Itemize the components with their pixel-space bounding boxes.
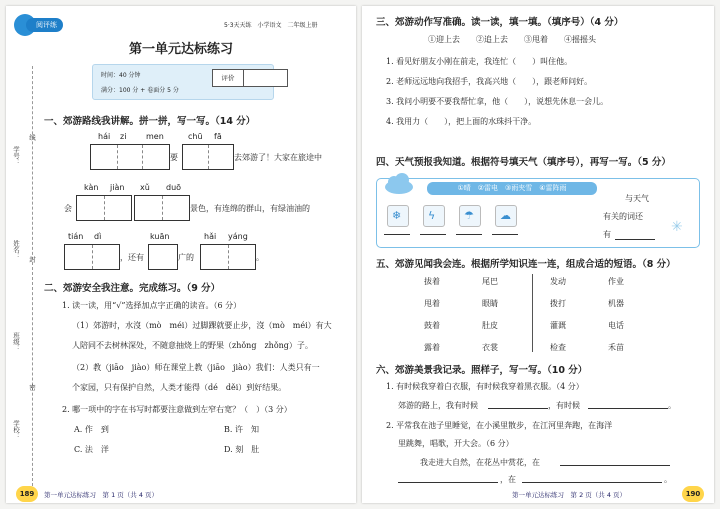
text: 要 xyxy=(170,153,178,162)
question-6-1: 1. 有时候我穿着白衣服，有时候我穿着黑衣服。（4 分） xyxy=(386,382,584,391)
section-6-heading: 六、郊游美景我记录。照样子，写一写。（10 分） xyxy=(376,365,588,376)
answer-line[interactable] xyxy=(456,234,482,235)
binding-line xyxy=(32,66,33,486)
binding-xuexiao: 学校： xyxy=(12,420,20,440)
match-word[interactable]: 发动 xyxy=(550,277,566,286)
answer-line[interactable] xyxy=(522,482,662,483)
snow-icon: ❄ xyxy=(387,205,409,227)
text: 广的 xyxy=(178,253,194,262)
section-1-heading: 一、郊游路线我讲解。拼一拼，写一写。（14 分） xyxy=(44,116,256,127)
section-2-heading: 二、郊游安全我注意。完成练习。（9 分） xyxy=(44,283,221,294)
question-text: ，有时候 xyxy=(548,401,580,410)
logo-text: 阅评练 xyxy=(26,18,63,32)
page-footer: 第一单元达标练习 第 1 页（共 4 页） xyxy=(44,491,159,499)
match-word[interactable]: 检查 xyxy=(550,343,566,352)
option-a[interactable]: A. 作 到 xyxy=(74,425,109,434)
binding-banji: 班级： xyxy=(12,332,20,352)
section-4-heading: 四、天气预报我知道。根据符号填天气（填序号），再写一写。（5 分） xyxy=(376,157,671,168)
score-box xyxy=(212,69,288,87)
answer-box[interactable] xyxy=(90,144,170,170)
match-word[interactable]: 眼睛 xyxy=(482,299,498,308)
weather-side-text: 有 xyxy=(603,230,611,239)
option-b[interactable]: B. 许 知 xyxy=(224,425,259,434)
page-number: 190 xyxy=(682,486,704,502)
match-word[interactable]: 甩着 xyxy=(424,299,440,308)
cloud-icon xyxy=(383,173,415,195)
answer-line[interactable] xyxy=(420,234,446,235)
weather-legend: ①晴 ②雷电 ③雨夹雪 ④雷阵雨 xyxy=(427,182,597,195)
snowflake-icon: ✳ xyxy=(671,219,683,235)
match-word[interactable]: 拨打 xyxy=(550,299,566,308)
question-text: 人陪同不去树林深处，不随意抽烧上的野果（zhǒng zhǒng）子。 xyxy=(72,341,313,350)
question-text: 郊游的路上，我有时候 xyxy=(398,401,478,410)
question-text: （1）郊游时，水沒（mò méi）过脚踝就要止步，沒（mò méi）有大 xyxy=(72,321,332,330)
text: 。 xyxy=(256,253,264,262)
thunder-icon: ϟ xyxy=(423,205,445,227)
answer-box[interactable] xyxy=(148,244,178,270)
rain-snow-icon: ☂ xyxy=(459,205,481,227)
match-word[interactable]: 作业 xyxy=(608,277,624,286)
question-2-2: 2. 哪一项中的字在书写时都要注意做到左窄右宽？（ ）（3 分） xyxy=(62,405,292,414)
pinyin: fā xyxy=(214,132,222,141)
question-6-2: 2. 平常我在池子里睡觉，在小溪里散步，在江河里奔跑，在海洋 xyxy=(386,421,613,430)
question-3-4: 4. 我用力（ ），把上面的水珠抖干净。 xyxy=(386,117,537,126)
match-word[interactable]: 尾巴 xyxy=(482,277,498,286)
left-page xyxy=(6,6,356,503)
match-word[interactable]: 灌溉 xyxy=(550,321,566,330)
match-word[interactable]: 露着 xyxy=(424,343,440,352)
page-footer: 第一单元达标练习 第 2 页（共 4 页） xyxy=(512,491,627,499)
column-divider xyxy=(532,274,533,352)
binding-xingming: 姓名： xyxy=(12,240,20,260)
pinyin: duō xyxy=(166,183,182,192)
storm-icon: ☁ xyxy=(495,205,517,227)
pinyin: kàn xyxy=(84,183,99,192)
question-text: 。 xyxy=(664,475,672,484)
question-3-1: 1. 看见好朋友小刚在前走，我连忙（ ）叫住他。 xyxy=(386,57,573,66)
question-text: 。 xyxy=(668,401,676,410)
pinyin: kuān xyxy=(150,232,170,241)
pinyin: dì xyxy=(94,232,102,241)
time-text: 时间：40 分钟 xyxy=(101,72,141,79)
answer-line[interactable] xyxy=(560,465,670,466)
answer-box[interactable] xyxy=(64,244,120,270)
option-d[interactable]: D. 刻 肚 xyxy=(224,445,260,454)
score-label: 评价 xyxy=(213,70,244,86)
question-text: 里跳舞，唱歌，开大会。（6 分） xyxy=(398,439,514,448)
pinyin: jiàn xyxy=(110,183,125,192)
answer-box[interactable] xyxy=(76,195,132,221)
binding-feng: 封 xyxy=(28,256,36,263)
question-3-3: 3. 我问小明要不要我帮忙拿，他（ ），说想先休息一会儿。 xyxy=(386,97,609,106)
section-3-heading: 三、郊游动作写准确。读一读，填一填。（填序号）（4 分） xyxy=(376,17,624,28)
answer-box[interactable] xyxy=(182,144,234,170)
match-word[interactable]: 拔着 xyxy=(424,277,440,286)
question-text: ，在 xyxy=(500,475,516,484)
text: 会 xyxy=(64,204,72,213)
answer-line[interactable] xyxy=(398,482,498,483)
answer-line[interactable] xyxy=(492,234,518,235)
question-text: 个家园，只有保护自然，人类才能得（dé děi）到好结果。 xyxy=(72,383,287,392)
question-2-1: 1. 读一读，用“√”选择加点字正确的读音。（6 分） xyxy=(62,301,242,310)
question-text: 我走进大自然，在花丛中赏花，在 xyxy=(420,458,540,467)
pinyin: xǔ xyxy=(140,183,150,192)
page-number: 189 xyxy=(16,486,38,502)
page-title: 第一单元达标练习 xyxy=(128,42,233,57)
question-3-2: 2. 老师远远地向我招手，我高兴地（ ），跟老师问好。 xyxy=(386,77,593,86)
section-5-heading: 五、郊游见闻我会连。根据所学知识连一连，组成合适的短语。（8 分） xyxy=(376,259,676,270)
weather-box xyxy=(376,178,700,248)
weather-side-text: 有关的词还 xyxy=(603,212,643,221)
binding-xuehao: 学号： xyxy=(12,146,20,166)
right-page xyxy=(362,6,714,503)
text: 景色，有连绵的群山，有绿油油的 xyxy=(190,204,310,213)
match-word[interactable]: 鼓着 xyxy=(424,321,440,330)
match-word[interactable]: 电话 xyxy=(608,321,624,330)
answer-line[interactable] xyxy=(488,408,548,409)
pinyin: tián xyxy=(68,232,84,241)
answer-box[interactable] xyxy=(200,244,256,270)
match-word[interactable]: 禾苗 xyxy=(608,343,624,352)
binding-xian: 线 xyxy=(28,134,36,141)
question-text: （2）教（jiāo jiào）师在课堂上教（jiāo jiào）我们：人类只有一 xyxy=(72,363,320,372)
text: 去郊游了！大家在旅途中 xyxy=(234,153,322,162)
page-header: 5·3天天练 小学语文 二年级上册 xyxy=(224,22,318,29)
binding-mi: 密 xyxy=(28,384,36,391)
text: ，还有 xyxy=(120,253,144,262)
answer-box[interactable] xyxy=(134,195,190,221)
weather-side-text: 与天气 xyxy=(625,194,649,203)
match-word[interactable]: 衣裳 xyxy=(482,343,498,352)
pinyin: men xyxy=(146,132,164,141)
pinyin: hǎi xyxy=(204,232,217,241)
pinyin: chū xyxy=(188,132,203,141)
full-score-text: 满分：100 分 + 卷面分 5 分 xyxy=(101,87,179,94)
section-3-options: ①迎上去 ②追上去 ③甩着 ④摇摇头 xyxy=(428,35,596,44)
answer-line[interactable] xyxy=(588,408,668,409)
match-word[interactable]: 机器 xyxy=(608,299,624,308)
match-word[interactable]: 肚皮 xyxy=(482,321,498,330)
pinyin: hái xyxy=(98,132,111,141)
pinyin: yáng xyxy=(228,232,248,241)
answer-line[interactable] xyxy=(615,239,655,240)
brand-logo xyxy=(14,14,58,38)
option-c[interactable]: C. 法 洋 xyxy=(74,445,109,454)
answer-line[interactable] xyxy=(384,234,410,235)
pinyin: zi xyxy=(120,132,127,141)
